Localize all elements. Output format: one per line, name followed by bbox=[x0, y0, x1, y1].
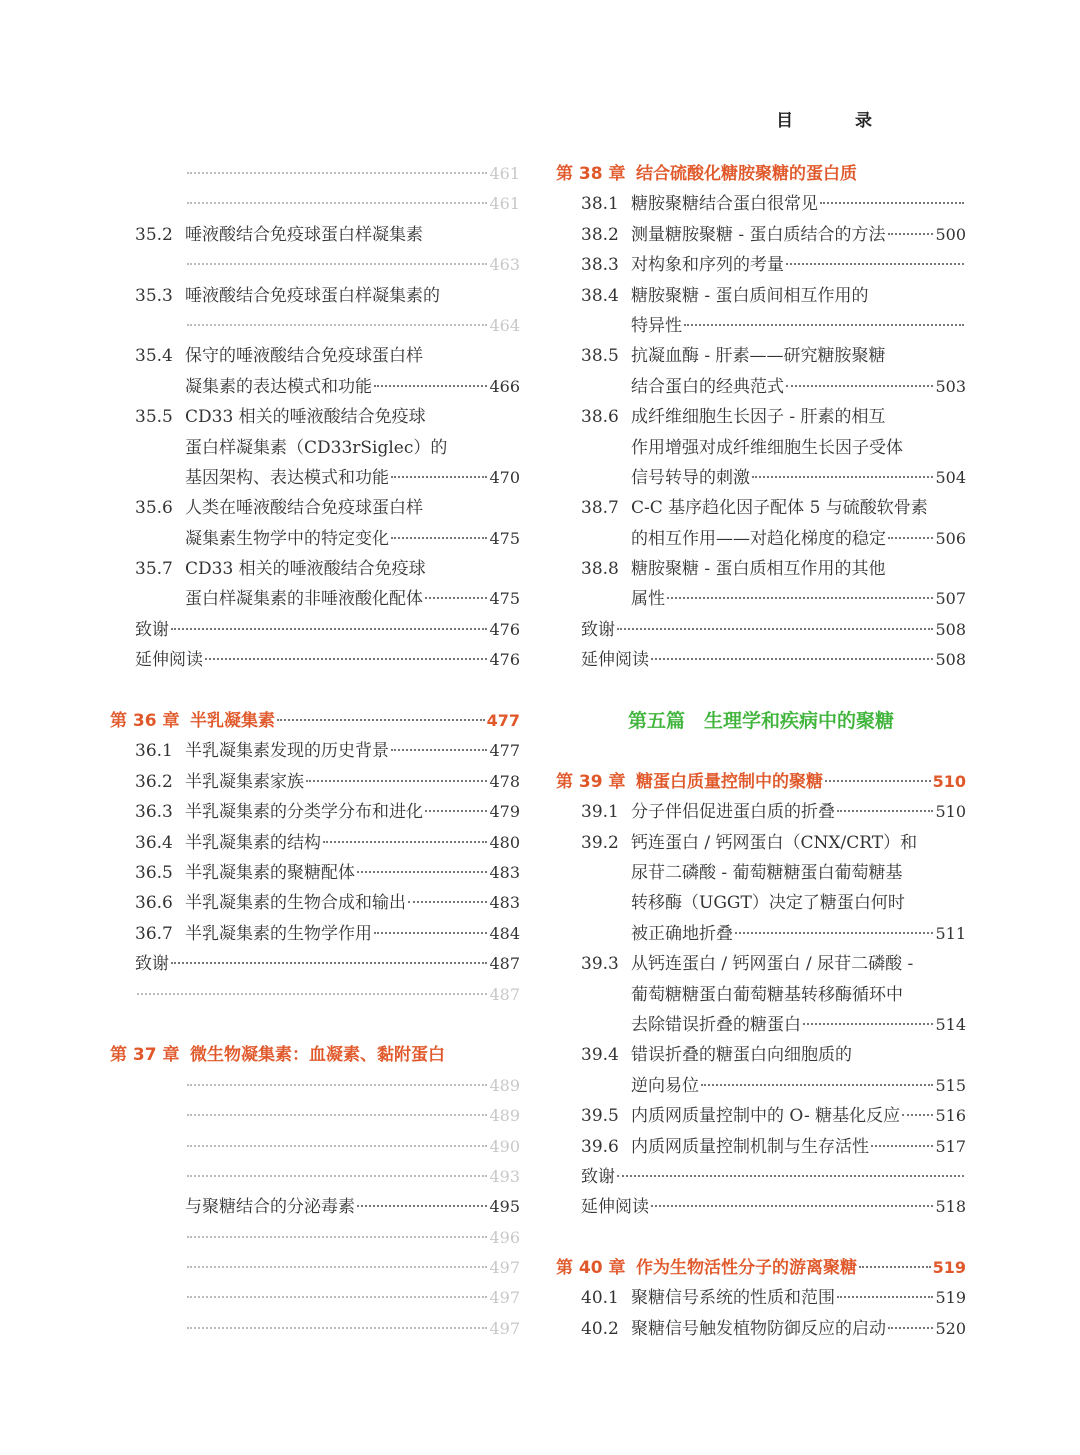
entry-title: 延伸阅读 bbox=[581, 650, 649, 671]
entry-title: 测量糖胺聚糖 - 蛋白质结合的方法 bbox=[631, 224, 886, 245]
page-number: 476 bbox=[489, 650, 520, 670]
page-number: 493 bbox=[489, 1166, 520, 1186]
page-number: 511 bbox=[935, 923, 966, 943]
dot-leader bbox=[684, 324, 964, 326]
entry-title: 被正确地折叠 bbox=[631, 923, 733, 944]
entry-title: C-C 基序趋化因子配体 5 与硫酸软骨素 bbox=[631, 498, 928, 519]
dot-leader bbox=[425, 597, 487, 599]
page-number: 480 bbox=[489, 832, 520, 852]
toc-entry-continuation bbox=[556, 980, 966, 1010]
dot-leader bbox=[171, 962, 487, 964]
toc-entry-continuation bbox=[556, 919, 966, 949]
chapter-heading bbox=[556, 159, 966, 189]
entry-title: 凝集素的表达模式和功能 bbox=[185, 376, 372, 397]
entry-title: 凝集素生物学中的特定变化 bbox=[185, 528, 389, 549]
toc-entry bbox=[110, 493, 520, 523]
toc-entry-continuation bbox=[110, 250, 520, 280]
page-number: 495 bbox=[489, 1197, 520, 1217]
entry-title: 分子伴侣促进蛋白质的折叠 bbox=[631, 802, 835, 823]
section-number: 39.5 bbox=[581, 1106, 619, 1127]
entry-title: 错误折叠的糖蛋白向细胞质的 bbox=[631, 1045, 852, 1066]
page-number: 490 bbox=[489, 1136, 520, 1156]
toc-entry-continuation bbox=[110, 463, 520, 493]
section-number: 39.6 bbox=[581, 1136, 619, 1157]
spacer bbox=[556, 736, 966, 766]
page-number: 489 bbox=[489, 1075, 520, 1095]
chapter-heading bbox=[110, 706, 520, 736]
page-number: 497 bbox=[489, 1258, 520, 1278]
toc-entry bbox=[556, 402, 966, 432]
page-header: 目 录 bbox=[776, 111, 900, 131]
toc-entry bbox=[556, 554, 966, 584]
entry-title: 蛋白样凝集素的非唾液酸化配体 bbox=[185, 589, 423, 610]
dot-leader bbox=[701, 1084, 933, 1086]
toc-entry-continuation bbox=[110, 372, 520, 402]
toc-entry bbox=[110, 1283, 520, 1313]
entry-title: 转移酶（UGGT）决定了糖蛋白何时 bbox=[631, 893, 905, 914]
dot-leader bbox=[187, 1266, 487, 1268]
entry-title: 内质网质量控制机制与生存活性 bbox=[631, 1136, 869, 1157]
page-number: 503 bbox=[935, 376, 966, 396]
dot-leader bbox=[888, 537, 933, 539]
dot-leader bbox=[391, 476, 487, 478]
dot-leader bbox=[651, 1205, 933, 1207]
section-number: 39.3 bbox=[581, 954, 619, 975]
toc-entry-continuation bbox=[556, 463, 966, 493]
section-number: 35.4 bbox=[135, 346, 173, 367]
section-number: 35.7 bbox=[135, 559, 173, 580]
dot-leader bbox=[374, 385, 487, 387]
dot-leader bbox=[391, 749, 487, 751]
toc-entry bbox=[556, 189, 966, 219]
page-number: 464 bbox=[489, 315, 520, 335]
page-number: 517 bbox=[935, 1136, 966, 1156]
toc-entry bbox=[110, 1253, 520, 1283]
entry-title: 致谢 bbox=[581, 619, 615, 640]
toc-entry bbox=[556, 1101, 966, 1131]
toc-entry-continuation bbox=[556, 311, 966, 341]
toc-entry bbox=[110, 645, 520, 675]
toc-entry-continuation bbox=[110, 1071, 520, 1101]
part-heading bbox=[556, 706, 966, 736]
entry-title: 保守的唾液酸结合免疫球蛋白样 bbox=[185, 346, 423, 367]
dot-leader bbox=[137, 993, 487, 995]
page-number: 478 bbox=[489, 771, 520, 791]
dot-leader bbox=[187, 324, 487, 326]
page-number: 519 bbox=[932, 1258, 966, 1278]
entry-title: 半乳凝集素发现的历史背景 bbox=[185, 741, 389, 762]
dot-leader bbox=[871, 1145, 933, 1147]
dot-leader bbox=[752, 476, 933, 478]
entry-title: 从钙连蛋白 / 钙网蛋白 / 尿苷二磷酸 - bbox=[631, 954, 914, 975]
toc-entry bbox=[110, 888, 520, 918]
toc-entry bbox=[556, 645, 966, 675]
page-number: 510 bbox=[932, 771, 966, 791]
entry-title: 半乳凝集素的生物合成和输出 bbox=[185, 893, 406, 914]
entry-title: 唾液酸结合免疫球蛋白样凝集素的 bbox=[185, 285, 440, 306]
toc-entry bbox=[110, 919, 520, 949]
toc-entry bbox=[110, 281, 520, 311]
dot-leader bbox=[617, 628, 933, 630]
dot-leader bbox=[837, 1296, 933, 1298]
section-number: 36.4 bbox=[135, 832, 173, 853]
section-number: 35.2 bbox=[135, 224, 173, 245]
toc-entry-continuation bbox=[556, 858, 966, 888]
section-number: 36.6 bbox=[135, 893, 173, 914]
toc-entry-continuation bbox=[556, 1010, 966, 1040]
entry-title: 糖胺聚糖 - 蛋白质间相互作用的 bbox=[631, 285, 869, 306]
part-title: 第五篇 生理学和疾病中的聚糖 bbox=[627, 710, 894, 733]
toc-entry bbox=[110, 1101, 520, 1131]
page-number: 487 bbox=[489, 954, 520, 974]
dot-leader bbox=[902, 1114, 933, 1116]
dot-leader bbox=[171, 628, 487, 630]
toc-entry-continuation bbox=[556, 433, 966, 463]
section-number: 38.6 bbox=[581, 407, 619, 428]
toc-entry bbox=[110, 858, 520, 888]
section-number: 35.3 bbox=[135, 285, 173, 306]
page-number: 463 bbox=[489, 255, 520, 275]
page-number: 477 bbox=[486, 711, 520, 731]
entry-title: 内质网质量控制中的 O- 糖基化反应 bbox=[631, 1106, 901, 1127]
page-number: 507 bbox=[935, 589, 966, 609]
section-number: 39.2 bbox=[581, 832, 619, 853]
section-number: 36.2 bbox=[135, 771, 173, 792]
toc-entry-continuation bbox=[110, 433, 520, 463]
entry-title: 的相互作用——对趋化梯度的稳定 bbox=[631, 528, 886, 549]
entry-title: 糖胺聚糖结合蛋白很常见 bbox=[631, 194, 818, 215]
entry-title: 与聚糖结合的分泌毒素 bbox=[185, 1197, 355, 1218]
entry-title: 钙连蛋白 / 钙网蛋白（CNX/CRT）和 bbox=[631, 832, 918, 853]
toc-entry bbox=[110, 736, 520, 766]
entry-title: 延伸阅读 bbox=[135, 650, 203, 671]
section-number: 38.2 bbox=[581, 224, 619, 245]
dot-leader bbox=[617, 1175, 964, 1177]
page-number: 518 bbox=[935, 1197, 966, 1217]
toc-entry-continuation bbox=[556, 584, 966, 614]
entry-title: 致谢 bbox=[135, 954, 169, 975]
section-number: 40.1 bbox=[581, 1288, 619, 1309]
entry-title: 属性 bbox=[631, 589, 665, 610]
section-number: 36.3 bbox=[135, 802, 173, 823]
page-number: 470 bbox=[489, 467, 520, 487]
toc-entry bbox=[110, 1314, 520, 1344]
toc-entry bbox=[556, 250, 966, 280]
chapter-number: 第 39 章 bbox=[556, 771, 626, 792]
dot-leader bbox=[187, 1296, 487, 1298]
page-number: 475 bbox=[489, 528, 520, 548]
spacer bbox=[110, 676, 520, 706]
section-number: 36.7 bbox=[135, 923, 173, 944]
entry-title: 聚糖信号系统的性质和范围 bbox=[631, 1288, 835, 1309]
dot-leader bbox=[408, 901, 487, 903]
toc-entry bbox=[556, 341, 966, 371]
entry-title: 信号转导的刺激 bbox=[631, 467, 750, 488]
toc-entry-continuation bbox=[556, 888, 966, 918]
spacer bbox=[556, 1223, 966, 1253]
chapter-title: 糖蛋白质量控制中的聚糖 bbox=[636, 771, 823, 792]
section-number: 38.3 bbox=[581, 255, 619, 276]
section-number: 38.1 bbox=[581, 194, 619, 215]
entry-title: 致谢 bbox=[581, 1166, 615, 1187]
toc-entry bbox=[556, 797, 966, 827]
toc-entry bbox=[556, 1283, 966, 1313]
dot-leader bbox=[786, 385, 933, 387]
dot-leader bbox=[357, 1205, 487, 1207]
page-number: 500 bbox=[935, 224, 966, 244]
section-number: 38.4 bbox=[581, 285, 619, 306]
entry-title: 延伸阅读 bbox=[581, 1197, 649, 1218]
page-number: 496 bbox=[489, 1227, 520, 1247]
toc-entry-continuation bbox=[110, 524, 520, 554]
page-number: 504 bbox=[935, 467, 966, 487]
entry-title: 半乳凝集素家族 bbox=[185, 771, 304, 792]
entry-title: CD33 相关的唾液酸结合免疫球 bbox=[185, 559, 426, 580]
chapter-number: 第 38 章 bbox=[556, 164, 626, 184]
section-number: 36.5 bbox=[135, 862, 173, 883]
entry-title: 人类在唾液酸结合免疫球蛋白样 bbox=[185, 498, 423, 519]
toc-entry bbox=[556, 493, 966, 523]
toc-entry bbox=[110, 402, 520, 432]
section-number: 38.5 bbox=[581, 346, 619, 367]
dot-leader bbox=[187, 263, 487, 265]
entry-title: 半乳凝集素的生物学作用 bbox=[185, 923, 372, 944]
entry-title: 结合蛋白的经典范式 bbox=[631, 376, 784, 397]
page-number: 516 bbox=[935, 1106, 966, 1126]
toc-entry bbox=[556, 949, 966, 979]
page-number: 477 bbox=[489, 741, 520, 761]
entry-title: 成纤维细胞生长因子 - 肝素的相互 bbox=[631, 407, 886, 428]
entry-title: 葡萄糖糖蛋白葡萄糖基转移酶循环中 bbox=[631, 984, 903, 1005]
dot-leader bbox=[187, 1175, 487, 1177]
entry-title: 半乳凝集素的聚糖配体 bbox=[185, 862, 355, 883]
page-number: 519 bbox=[935, 1288, 966, 1308]
chapter-title: 作为生物活性分子的游离聚糖 bbox=[636, 1258, 857, 1279]
entry-title: 聚糖信号触发植物防御反应的启动 bbox=[631, 1318, 886, 1339]
page-number: 520 bbox=[935, 1318, 966, 1338]
toc-entry bbox=[556, 615, 966, 645]
spacer bbox=[110, 1010, 520, 1040]
dot-leader bbox=[837, 810, 933, 812]
page-number: 515 bbox=[935, 1075, 966, 1095]
page-number: 461 bbox=[489, 164, 520, 183]
dot-leader bbox=[187, 172, 487, 174]
toc-entry bbox=[110, 189, 520, 219]
page-number: 508 bbox=[935, 650, 966, 670]
entry-title: 蛋白样凝集素（CD33rSiglec）的 bbox=[185, 437, 448, 458]
toc-entry bbox=[110, 980, 520, 1010]
dot-leader bbox=[187, 202, 487, 204]
section-number: 35.5 bbox=[135, 407, 173, 428]
toc-entry-continuation bbox=[556, 372, 966, 402]
toc-entry bbox=[110, 1132, 520, 1162]
toc-entry-continuation bbox=[110, 311, 520, 341]
section-number: 38.8 bbox=[581, 559, 619, 580]
toc-entry bbox=[556, 220, 966, 250]
dot-leader bbox=[187, 1327, 487, 1329]
dot-leader bbox=[323, 841, 487, 843]
toc-entry bbox=[556, 281, 966, 311]
entry-title: 对构象和序列的考量 bbox=[631, 255, 784, 276]
section-number: 36.1 bbox=[135, 741, 173, 762]
dot-leader bbox=[825, 780, 931, 782]
toc-entry bbox=[110, 220, 520, 250]
dot-leader bbox=[306, 780, 487, 782]
toc-entry bbox=[556, 828, 966, 858]
toc-entry bbox=[110, 949, 520, 979]
chapter-title: 微生物凝集素：血凝素、黏附蛋白 bbox=[190, 1045, 445, 1066]
dot-leader bbox=[357, 871, 487, 873]
dot-leader bbox=[187, 1114, 487, 1116]
toc-entry bbox=[110, 554, 520, 584]
page-number: 476 bbox=[489, 619, 520, 639]
section-number: 38.7 bbox=[581, 498, 619, 519]
entry-title: 半乳凝集素的分类学分布和进化 bbox=[185, 802, 423, 823]
chapter-heading bbox=[556, 1253, 966, 1283]
entry-title: 半乳凝集素的结构 bbox=[185, 832, 321, 853]
toc-entry bbox=[110, 797, 520, 827]
entry-title: 作用增强对成纤维细胞生长因子受体 bbox=[631, 437, 903, 458]
entry-title: 糖胺聚糖 - 蛋白质相互作用的其他 bbox=[631, 559, 886, 580]
toc-entry bbox=[110, 828, 520, 858]
page-number: 510 bbox=[935, 802, 966, 822]
chapter-heading bbox=[556, 767, 966, 797]
section-number: 39.1 bbox=[581, 802, 619, 823]
toc-entry bbox=[556, 1192, 966, 1222]
toc-right-column bbox=[556, 159, 966, 1344]
dot-leader bbox=[859, 1266, 931, 1268]
toc-entry bbox=[110, 341, 520, 371]
dot-leader bbox=[277, 719, 485, 721]
toc-entry bbox=[556, 1040, 966, 1070]
dot-leader bbox=[187, 1084, 487, 1086]
dot-leader bbox=[667, 597, 933, 599]
toc-left-column bbox=[110, 159, 520, 1344]
dot-leader bbox=[425, 810, 487, 812]
entry-title: 去除错误折叠的糖蛋白 bbox=[631, 1014, 801, 1035]
entry-title: 尿苷二磷酸 - 葡萄糖糖蛋白葡萄糖基 bbox=[631, 862, 903, 883]
toc-entry bbox=[110, 767, 520, 797]
page-number: 466 bbox=[489, 376, 520, 396]
entry-title: 特异性 bbox=[631, 315, 682, 336]
section-number: 40.2 bbox=[581, 1318, 619, 1339]
chapter-number: 第 40 章 bbox=[556, 1258, 626, 1279]
dot-leader bbox=[205, 658, 487, 660]
toc-entry-continuation bbox=[556, 1071, 966, 1101]
chapter-heading bbox=[110, 1040, 520, 1070]
page-number: 461 bbox=[489, 194, 520, 214]
toc-entry bbox=[556, 1314, 966, 1344]
entry-title: 唾液酸结合免疫球蛋白样凝集素 bbox=[185, 224, 423, 245]
page-number: 489 bbox=[489, 1106, 520, 1126]
page-number: 497 bbox=[489, 1318, 520, 1338]
dot-leader bbox=[786, 263, 964, 265]
chapter-title: 半乳凝集素 bbox=[190, 711, 275, 732]
page-number: 479 bbox=[489, 802, 520, 822]
page-number: 483 bbox=[489, 862, 520, 882]
dot-leader bbox=[374, 932, 487, 934]
toc-entry-continuation bbox=[110, 584, 520, 614]
chapter-title: 结合硫酸化糖胺聚糖的蛋白质 bbox=[636, 164, 857, 184]
page-number: 487 bbox=[489, 984, 520, 1004]
page-number: 506 bbox=[935, 528, 966, 548]
chapter-number: 第 36 章 bbox=[110, 711, 180, 732]
toc-entry bbox=[110, 615, 520, 645]
chapter-number: 第 37 章 bbox=[110, 1045, 180, 1066]
page-number: 497 bbox=[489, 1288, 520, 1308]
page-number: 475 bbox=[489, 589, 520, 609]
section-number: 35.6 bbox=[135, 498, 173, 519]
page-number: 483 bbox=[489, 893, 520, 913]
page-number: 508 bbox=[935, 619, 966, 639]
dot-leader bbox=[888, 233, 934, 235]
dot-leader bbox=[187, 1236, 487, 1238]
toc-entry bbox=[110, 159, 520, 189]
dot-leader bbox=[391, 537, 487, 539]
dot-leader bbox=[820, 202, 964, 204]
entry-title: CD33 相关的唾液酸结合免疫球 bbox=[185, 407, 426, 428]
toc-entry bbox=[556, 1132, 966, 1162]
dot-leader bbox=[803, 1023, 933, 1025]
entry-title: 抗凝血酶 - 肝素——研究糖胺聚糖 bbox=[631, 346, 886, 367]
toc-entry bbox=[110, 1192, 520, 1222]
section-number: 39.4 bbox=[581, 1045, 619, 1066]
dot-leader bbox=[888, 1327, 933, 1329]
dot-leader bbox=[735, 932, 933, 934]
entry-title: 基因架构、表达模式和功能 bbox=[185, 467, 389, 488]
toc-entry-continuation bbox=[556, 524, 966, 554]
dot-leader bbox=[187, 1145, 487, 1147]
toc-entry bbox=[110, 1162, 520, 1192]
toc-entry bbox=[556, 1162, 966, 1192]
entry-title: 逆向易位 bbox=[631, 1075, 699, 1096]
entry-title: 致谢 bbox=[135, 619, 169, 640]
page-number: 484 bbox=[489, 923, 520, 943]
page-number: 514 bbox=[935, 1014, 966, 1034]
spacer bbox=[556, 676, 966, 706]
dot-leader bbox=[651, 658, 933, 660]
toc-entry-continuation bbox=[110, 1223, 520, 1253]
